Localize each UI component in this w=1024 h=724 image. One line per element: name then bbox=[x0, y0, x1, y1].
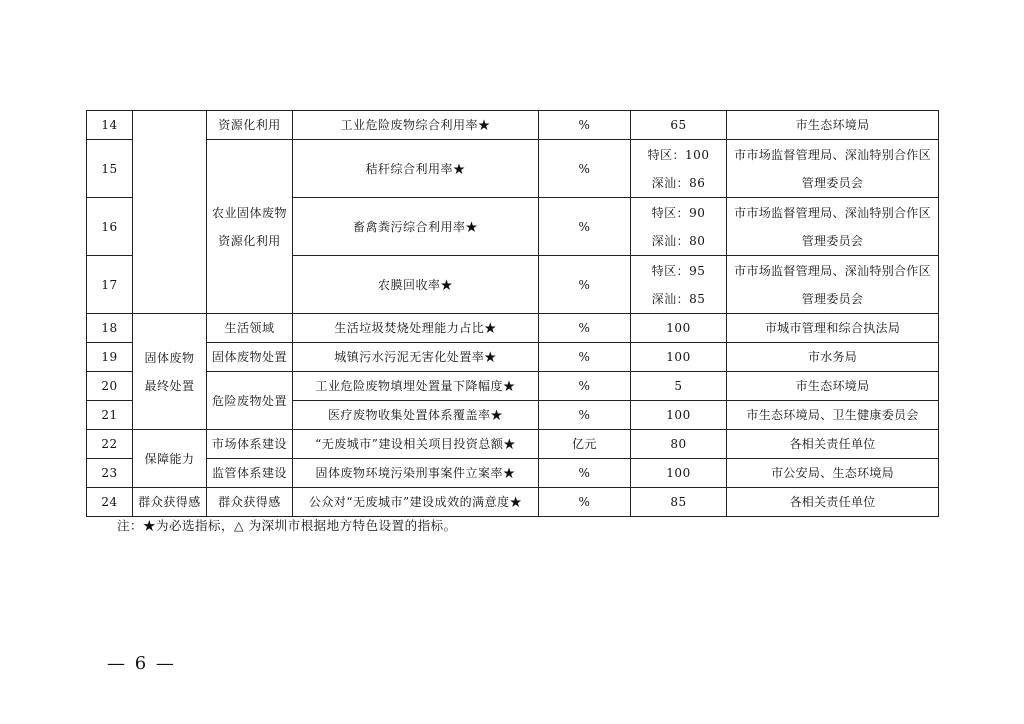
target-cell bbox=[631, 140, 727, 198]
dept-line: 市市场监督管理局、深汕特别合作区 bbox=[734, 263, 931, 278]
unit-cell: % bbox=[539, 198, 631, 256]
table-row bbox=[87, 111, 939, 140]
unit-cell: % bbox=[539, 343, 631, 372]
target-cell: 65 bbox=[631, 111, 727, 140]
unit-cell: % bbox=[539, 256, 631, 314]
dept-cell bbox=[727, 256, 939, 314]
category-cell: 保障能力 bbox=[133, 430, 207, 488]
table-footnote: 注：★为必选指标，△ 为深圳市根据地方特色设置的指标。 bbox=[117, 518, 457, 533]
row-number: 15 bbox=[87, 140, 133, 198]
target-cell bbox=[631, 198, 727, 256]
indicator-table bbox=[86, 110, 939, 517]
row-number: 21 bbox=[87, 401, 133, 430]
unit-cell: 亿元 bbox=[539, 430, 631, 459]
indicator-cell: 固体废物环境污染刑事案件立案率★ bbox=[293, 459, 539, 488]
dept-cell: 市水务局 bbox=[727, 343, 939, 372]
page-number: — 6 — bbox=[107, 653, 176, 674]
table-row bbox=[87, 488, 939, 517]
row-number: 23 bbox=[87, 459, 133, 488]
target-line: 深汕：86 bbox=[651, 175, 706, 190]
dept-cell bbox=[727, 198, 939, 256]
indicator-cell: 医疗废物收集处置体系覆盖率★ bbox=[293, 401, 539, 430]
indicator-cell: 农膜回收率★ bbox=[293, 256, 539, 314]
row-number: 17 bbox=[87, 256, 133, 314]
dept-cell: 市公安局、生态环境局 bbox=[727, 459, 939, 488]
indicator-cell: 畜禽粪污综合利用率★ bbox=[293, 198, 539, 256]
subcategory-cell bbox=[207, 140, 293, 314]
target-line: 深汕：85 bbox=[651, 291, 706, 306]
subcategory-cell: 群众获得感 bbox=[207, 488, 293, 517]
dept-line: 市市场监督管理局、深汕特别合作区 bbox=[734, 205, 931, 220]
table-row bbox=[87, 459, 939, 488]
table-row bbox=[87, 140, 939, 198]
dept-line: 管理委员会 bbox=[801, 233, 864, 248]
row-number: 22 bbox=[87, 430, 133, 459]
target-cell: 100 bbox=[631, 343, 727, 372]
target-cell: 100 bbox=[631, 401, 727, 430]
subcategory-cell: 资源化利用 bbox=[207, 111, 293, 140]
target-cell: 80 bbox=[631, 430, 727, 459]
category-cell: 群众获得感 bbox=[133, 488, 207, 517]
subcategory-cell: 固体废物处置 bbox=[207, 343, 293, 372]
subcategory-cell: 市场体系建设 bbox=[207, 430, 293, 459]
dept-line: 管理委员会 bbox=[801, 291, 864, 306]
unit-cell: % bbox=[539, 314, 631, 343]
target-line: 深汕：80 bbox=[651, 233, 706, 248]
dept-cell: 市城市管理和综合执法局 bbox=[727, 314, 939, 343]
target-cell bbox=[631, 256, 727, 314]
subcategory-cell: 生活领域 bbox=[207, 314, 293, 343]
indicator-cell: 生活垃圾焚烧处理能力占比★ bbox=[293, 314, 539, 343]
row-number: 19 bbox=[87, 343, 133, 372]
row-number: 16 bbox=[87, 198, 133, 256]
category-cell-empty bbox=[133, 111, 207, 314]
indicator-cell: 公众对“无废城市”建设成效的满意度★ bbox=[293, 488, 539, 517]
unit-cell: % bbox=[539, 401, 631, 430]
category-line: 最终处置 bbox=[144, 378, 195, 393]
table-row bbox=[87, 372, 939, 401]
target-cell: 5 bbox=[631, 372, 727, 401]
dept-line: 市市场监督管理局、深汕特别合作区 bbox=[734, 147, 931, 162]
table-row bbox=[87, 430, 939, 459]
dept-cell: 市生态环境局、卫生健康委员会 bbox=[727, 401, 939, 430]
dept-line: 管理委员会 bbox=[801, 175, 864, 190]
indicator-cell: 工业危险废物综合利用率★ bbox=[293, 111, 539, 140]
subcategory-line: 农业固体废物 bbox=[211, 205, 287, 220]
dept-cell: 各相关责任单位 bbox=[727, 430, 939, 459]
row-number: 14 bbox=[87, 111, 133, 140]
unit-cell: % bbox=[539, 488, 631, 517]
target-line: 特区：95 bbox=[651, 263, 706, 278]
table-row bbox=[87, 343, 939, 372]
target-line: 特区：90 bbox=[651, 205, 706, 220]
category-cell bbox=[133, 314, 207, 430]
indicator-cell: “无废城市”建设相关项目投资总额★ bbox=[293, 430, 539, 459]
dept-cell: 市生态环境局 bbox=[727, 372, 939, 401]
category-line: 固体废物 bbox=[144, 350, 195, 365]
target-line: 特区：100 bbox=[647, 147, 710, 162]
dept-cell: 市生态环境局 bbox=[727, 111, 939, 140]
unit-cell: % bbox=[539, 111, 631, 140]
subcategory-cell: 危险废物处置 bbox=[207, 372, 293, 430]
table-row bbox=[87, 314, 939, 343]
indicator-cell: 秸秆综合利用率★ bbox=[293, 140, 539, 198]
row-number: 18 bbox=[87, 314, 133, 343]
subcategory-cell: 监管体系建设 bbox=[207, 459, 293, 488]
row-number: 24 bbox=[87, 488, 133, 517]
unit-cell: % bbox=[539, 140, 631, 198]
subcategory-line: 资源化利用 bbox=[218, 233, 281, 248]
dept-cell: 各相关责任单位 bbox=[727, 488, 939, 517]
unit-cell: % bbox=[539, 459, 631, 488]
unit-cell: % bbox=[539, 372, 631, 401]
target-cell: 100 bbox=[631, 314, 727, 343]
row-number: 20 bbox=[87, 372, 133, 401]
indicator-cell: 工业危险废物填埋处置量下降幅度★ bbox=[293, 372, 539, 401]
target-cell: 85 bbox=[631, 488, 727, 517]
indicator-cell: 城镇污水污泥无害化处置率★ bbox=[293, 343, 539, 372]
target-cell: 100 bbox=[631, 459, 727, 488]
dept-cell bbox=[727, 140, 939, 198]
